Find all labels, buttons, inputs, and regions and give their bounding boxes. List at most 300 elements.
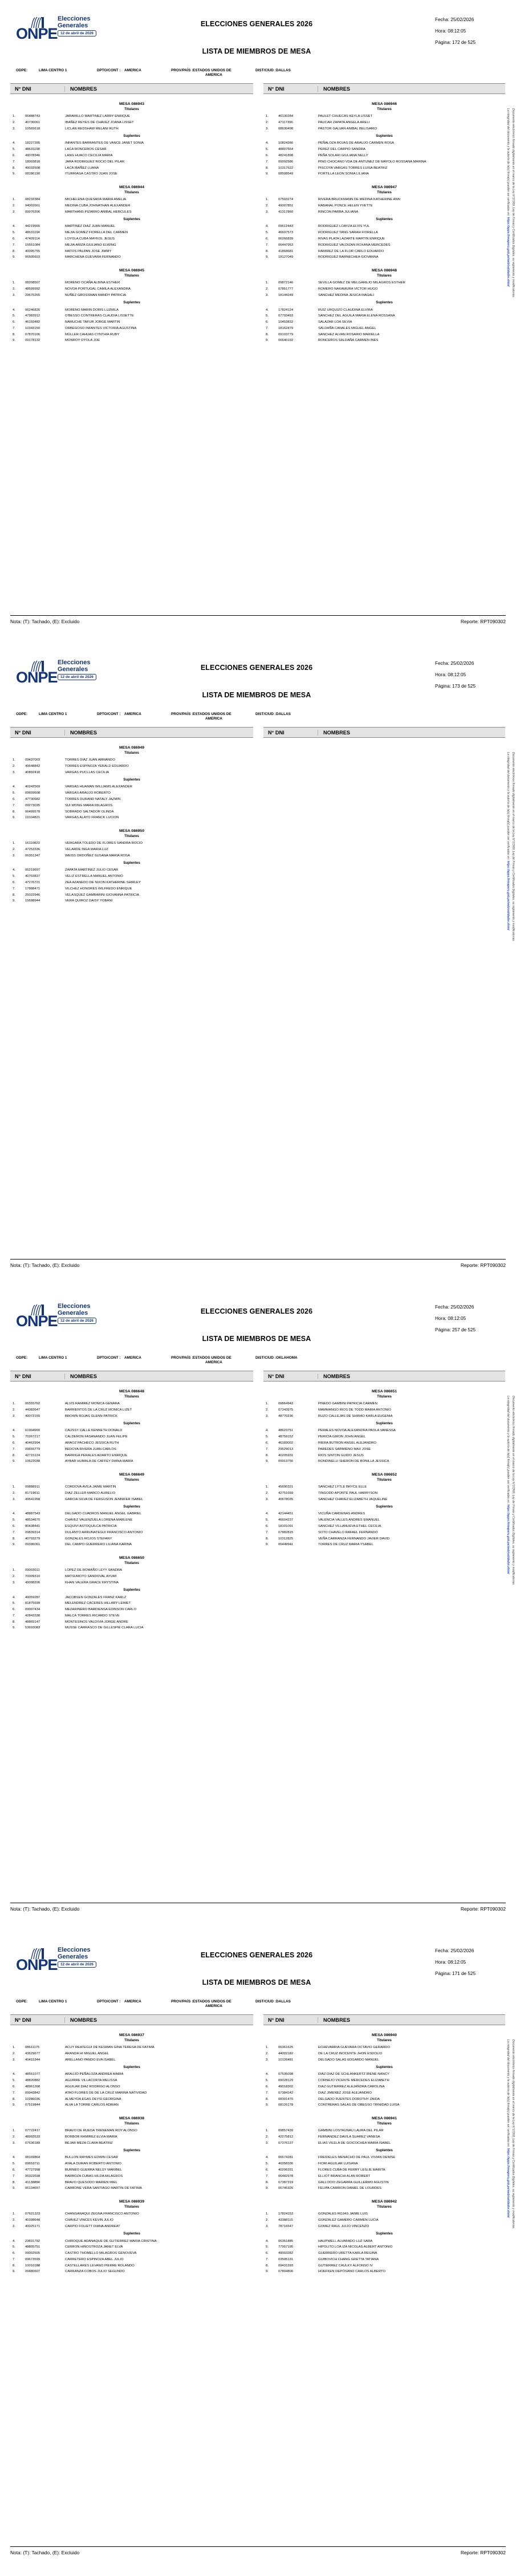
logo-line-2: Generales — [58, 22, 88, 29]
dni-column-header: N° DNI — [263, 1374, 318, 1379]
validador-link[interactable]: https://apps.firmaperu.gob.pe/web/validador.xhtml — [506, 2148, 510, 2218]
row-index: 4. — [13, 785, 15, 789]
row-dni: 07376137 — [278, 2141, 294, 2145]
row-nombre: JACOBSEN GONZALES FRANZ KARLZ — [65, 1595, 127, 1599]
pagina-label: Página: 257 de 525 — [435, 1327, 476, 1332]
mesa-title: MESA 086947 — [372, 185, 397, 190]
suplentes-label: Suplentes — [123, 861, 140, 866]
row-index: 8. — [266, 2264, 269, 2268]
row-dni: 08630498 — [278, 127, 294, 131]
mesa-block — [10, 185, 253, 261]
titulares-rows — [10, 840, 253, 859]
row-index: 9. — [13, 339, 15, 343]
row-nombre: JARAMILLO MARTINEZ LARRY ENRIQUE — [65, 115, 130, 119]
suplentes-label: Suplentes — [376, 1421, 393, 1426]
row-index: 2. — [266, 2051, 269, 2055]
suplentes-rows — [10, 1594, 253, 1631]
table-row — [10, 867, 253, 873]
table-row — [10, 2051, 253, 2057]
row-dni: 17824153 — [278, 2212, 294, 2216]
suplentes-rows — [263, 1428, 505, 1465]
table-row — [10, 1484, 253, 1490]
table-row — [263, 242, 505, 249]
row-nombre: SANCHEZ VILLANUEVA ETHEL CECILIA — [318, 1525, 381, 1529]
row-index: 7. — [266, 326, 269, 330]
table-row — [263, 249, 505, 255]
logo-election-date: 12 de abril de 2026 — [58, 1318, 96, 1324]
row-dni: 48820882 — [25, 2079, 40, 2083]
row-dni: 09178132 — [25, 339, 40, 343]
suplentes-label: Suplentes — [376, 2148, 393, 2153]
table-row — [263, 126, 505, 132]
mesa-block — [10, 2116, 253, 2192]
row-dni: 17824124 — [278, 308, 294, 312]
row-dni: 09437003 — [25, 758, 40, 762]
row-nombre: MARCHENA GUEVARA FERNANDO — [65, 255, 121, 259]
table-row — [263, 2217, 505, 2224]
table-row — [10, 2096, 253, 2102]
mesa-title: MESA 086948 — [372, 269, 397, 273]
titulares-rows — [263, 2211, 505, 2229]
row-index: 1. — [266, 115, 269, 119]
row-dni: 46183002 — [278, 1441, 294, 1445]
row-nombre: CERRON HINOSTROZA JANET ELVA — [65, 2245, 123, 2249]
table-row — [10, 249, 253, 255]
row-dni: 18227395 — [25, 141, 40, 145]
row-nombre: PINEDO GAMBINI PATRICIA CARMEN — [318, 1402, 377, 1406]
row-index: 1. — [266, 2212, 269, 2216]
row-index: 4. — [266, 141, 269, 145]
row-nombre: FIORI AGUILAR LUISANA — [318, 2162, 358, 2166]
row-dni: 48551077 — [25, 2073, 40, 2077]
table-row — [10, 171, 253, 177]
dpto-value: AMERICA — [124, 712, 141, 716]
dni-column-header: N° DNI — [10, 1374, 65, 1379]
logo-line-1: Elecciones — [58, 1947, 91, 1953]
validador-link[interactable]: https://apps.firmaperu.gob.pe/web/validador.xhtml — [506, 860, 510, 931]
table-row — [263, 203, 505, 209]
row-nombre: GUTIERREZ CAULKY ALFONSO IV — [318, 2264, 373, 2268]
titulares-label: Titulares — [377, 2122, 392, 2126]
page-footer — [10, 1259, 506, 1268]
row-dni: 46604237 — [278, 1518, 294, 1522]
row-index: 8. — [266, 2097, 269, 2101]
elecciones-generales-label — [58, 1947, 90, 1960]
row-dni: 40025171 — [25, 2224, 40, 2228]
row-index: 1. — [13, 2129, 15, 2133]
row-dni: 18144249 — [278, 293, 294, 297]
row-dni: 18101091 — [278, 1525, 294, 1529]
row-dni: 07793493 — [278, 314, 294, 318]
row-nombre: VELASQUEZ GAMBARINI GIOVANNA PATRICIA — [65, 893, 139, 897]
columns-wrapper — [0, 1371, 516, 1631]
table-row — [10, 140, 253, 147]
row-dni: 09872146 — [278, 281, 294, 285]
row-nombre: RONCEROS SALDAÑA CARMEN INES — [318, 339, 379, 343]
row-dni: 18127049 — [278, 255, 294, 259]
row-index: 9. — [266, 2187, 269, 2191]
row-index: 3. — [266, 127, 269, 131]
row-dni: 48759152 — [278, 1435, 294, 1439]
watermark-line-2 — [506, 1396, 510, 1574]
table-row — [10, 1407, 253, 1413]
table-row — [10, 1428, 253, 1434]
row-index: 8. — [266, 332, 269, 336]
row-nombre: MARTINEZ DIAZ JUAN MANUEL — [65, 225, 116, 229]
elecciones-generales-label — [58, 660, 90, 673]
mesa-title: MESA 086649 — [119, 1473, 144, 1477]
row-nombre: SANCHEZ LYTLE BRYCE ELLE — [318, 1485, 367, 1489]
dist-value: DALLAS — [276, 68, 291, 72]
row-dni: 25022946 — [25, 893, 40, 897]
table-row — [263, 2180, 505, 2186]
row-nombre: PINO CHOCANO VDA DE ANTUNEZ DE MAYOLO ROSSANA MARINA — [318, 160, 426, 164]
table-row — [10, 338, 253, 344]
row-index: 8. — [13, 1453, 15, 1457]
row-dni: 48623751 — [278, 1429, 294, 1433]
row-dni: 48241898 — [278, 154, 294, 157]
titulares-rows — [10, 2211, 253, 2229]
row-dni: 42751659 — [278, 1491, 294, 1495]
row-index: 8. — [266, 249, 269, 253]
right-mesa-blocks — [263, 102, 505, 344]
row-index: 4. — [13, 1512, 15, 1516]
row-nombre: AGUILAR DIAZ RODRIGO ALONSO — [65, 2085, 120, 2089]
table-row — [263, 292, 505, 299]
page-header — [0, 644, 516, 705]
titulares-rows — [263, 280, 505, 298]
row-dni: 41317860 — [278, 210, 294, 214]
row-dni: 40242569 — [25, 785, 40, 789]
row-dni: 44383647 — [25, 1408, 40, 1412]
row-index: 3. — [13, 127, 15, 131]
row-nombre: RONDINELLI SHERON DE BONILLA JESSICA — [318, 1460, 389, 1464]
row-dni: 23831792 — [25, 2239, 40, 2243]
row-nombre: ARAOZ PACHECO JESSICA RUTH — [65, 1441, 119, 1445]
row-index: 5. — [266, 2079, 269, 2083]
row-dni: 19104821 — [25, 816, 40, 820]
row-nombre: MEJIA GOMEZ FIORELLA DEL CARMEN — [65, 231, 128, 235]
row-nombre: CHAVEZ VINCES KEVIN JULIO — [65, 2218, 113, 2222]
table-row — [10, 790, 253, 797]
row-dni: 09002505 — [25, 2252, 40, 2256]
row-dni: 48631194 — [25, 231, 40, 235]
row-dni: 15651084 — [25, 243, 40, 247]
row-nombre: DULANTO ARRUNATEGUI FRANCISCO ANTONIO — [65, 1530, 143, 1534]
row-dni: 06449941 — [278, 1543, 294, 1547]
page-header — [0, 1931, 516, 1993]
watermark-line-2-text: La integridad del documento y la autoría de la(s) firma(s) pueden ser verificadas en: — [506, 752, 510, 861]
row-index: 2. — [266, 2135, 269, 2139]
nombres-column-header: NOMBRES — [70, 729, 97, 736]
table-row — [10, 197, 253, 203]
row-index: 8. — [13, 1620, 15, 1624]
row-index: 4. — [266, 1429, 269, 1433]
right-mesa-blocks — [263, 2033, 505, 2275]
table-row — [10, 1497, 253, 1503]
row-nombre: BARBOZA CUBAS HILDA MILAGROS — [65, 2174, 123, 2178]
row-dni: 09103779 — [278, 332, 294, 336]
suplentes-rows — [10, 224, 253, 261]
row-index: 2. — [13, 1491, 15, 1495]
row-nombre: PERICIA GIRON JOHN ANGEL — [318, 1435, 366, 1439]
row-nombre: RUIZ URQUIZO CLAUDINA ELVIRA — [318, 308, 373, 312]
row-index: 9. — [266, 255, 269, 259]
table-row — [263, 2134, 505, 2140]
row-dni: 09480607 — [25, 2270, 40, 2274]
row-dni: 53693083 — [25, 1626, 40, 1630]
row-index: 2. — [13, 204, 15, 208]
dpto-value: AMERICA — [124, 68, 141, 72]
onpe-logo — [16, 659, 113, 688]
table-row — [10, 1580, 253, 1586]
table-row — [10, 2134, 253, 2140]
table-row — [263, 2057, 505, 2063]
report-page — [0, 1287, 516, 1931]
row-index: 9. — [266, 1543, 269, 1547]
mesa-block — [10, 269, 253, 344]
left-mesa-blocks — [10, 102, 253, 344]
pagina-label: Página: 172 de 525 — [435, 40, 476, 45]
mesa-block — [10, 746, 253, 821]
table-row — [10, 224, 253, 230]
watermark-line-1: Documento electrónico firmado digitalmente en el marco de la Ley N°27269, Ley de Firmas y Certificados Digitales, su reglamento y modificatorias. — [511, 752, 515, 942]
row-dni: 49032508 — [25, 166, 40, 170]
row-nombre: VICUÑA CARDENAS ANDRES — [318, 1512, 365, 1516]
suplentes-rows — [263, 2238, 505, 2275]
row-index: 8. — [13, 166, 15, 170]
table-row — [263, 209, 505, 216]
row-index: 6. — [13, 881, 15, 885]
row-dni: 09612443 — [278, 225, 294, 229]
mesa-title: MESA 086950 — [119, 829, 144, 834]
row-index: 9. — [13, 816, 15, 820]
row-index: 5. — [13, 231, 15, 235]
row-dni: 06674281 — [278, 2156, 294, 2160]
row-index: 2. — [266, 1491, 269, 1495]
row-nombre: AYBAR HUMALA DE CAFFEY DIANA MARÍA — [65, 1460, 133, 1464]
suplentes-label: Suplentes — [123, 134, 140, 139]
titulares-label: Titulares — [124, 751, 139, 755]
table-row — [10, 1490, 253, 1497]
row-nombre: CONTRERAS SALAS DE OBEGSO TRINIDAD LUISA — [318, 2103, 400, 2107]
suplentes-rows — [263, 224, 505, 261]
row-dni: 09655779 — [25, 1447, 40, 1451]
row-index: 3. — [13, 2224, 15, 2228]
row-index: 9. — [13, 1543, 15, 1547]
titulares-label: Titulares — [124, 190, 139, 195]
row-dni: 06266839 — [278, 237, 294, 241]
watermark-line-2 — [506, 108, 510, 287]
row-nombre: VALENCIA VALLES ANDRES EMANUEL — [318, 1518, 380, 1522]
row-nombre: ARANDA HI MIGUEL ANGEL — [65, 2051, 109, 2055]
row-dni: 06482978 — [278, 2174, 294, 2178]
watermark-line-2-text: La integridad del documento y la autoría de la(s) firma(s) pueden ser verificadas en: — [506, 1396, 510, 1505]
row-dni: 09857439 — [278, 2129, 294, 2133]
row-nombre: VARGAS ARAUJO ROBERTO — [65, 791, 111, 795]
row-index: 4. — [266, 1512, 269, 1516]
row-nombre: HIPOLITO LOA IZA NICOLAS ALBERT ANTONIO — [318, 2245, 393, 2249]
row-nombre: MUSSE CARRASCO DE GILLESPIE CLARA LUCIA — [65, 1626, 144, 1630]
report-subtitle: LISTA DE MIEMBROS DE MESA — [202, 47, 311, 55]
footer-nota: Nota: (T): Tachado, (E): Excluido — [10, 1906, 80, 1912]
table-header-left — [10, 2014, 253, 2025]
header-meta — [435, 1305, 503, 1339]
suplentes-label: Suplentes — [376, 1505, 393, 1509]
row-nombre: PORTILLA LEON SONIA LILIANA — [318, 172, 369, 176]
table-row — [10, 1625, 253, 1631]
odpe-value: LIMA CENTRO 1 — [39, 712, 67, 716]
dist-value: DALLAS — [276, 712, 291, 716]
row-index: 9. — [13, 2103, 15, 2107]
table-row — [10, 203, 253, 209]
table-row — [10, 2238, 253, 2244]
row-dni: 08186190 — [25, 172, 40, 176]
table-row — [10, 2167, 253, 2173]
row-nombre: RABANAL PONCE HELEN YVETTE — [318, 204, 373, 208]
row-nombre: MEDINA CUBA JOHNATHAN ALEXANDER — [65, 204, 131, 208]
row-dni: 07503274 — [278, 198, 294, 202]
row-dni: 06499578 — [25, 810, 40, 814]
row-index: 6. — [13, 1525, 15, 1529]
table-row — [263, 1458, 505, 1465]
mesa-title: MESA 086937 — [119, 2033, 144, 2037]
row-nombre: RAMIREZ DE LA FLOR CARLO EDUARDO — [318, 249, 384, 253]
table-row — [263, 197, 505, 203]
dpto-label: DPTO/CONT : — [97, 68, 121, 72]
header-titles — [145, 644, 368, 699]
row-dni: 48992633 — [25, 2135, 40, 2139]
row-nombre: CARPIO FOLIETT DIANA ANDREAT — [65, 2224, 120, 2228]
logo-line-1: Elecciones — [58, 659, 91, 666]
row-dni: 94002661 — [25, 204, 40, 208]
digital-signature-watermark — [500, 752, 515, 1151]
footer-nota: Nota: (T): Tachado, (E): Excluido — [10, 619, 80, 624]
row-dni: 09839314 — [25, 1530, 40, 1534]
table-row — [10, 230, 253, 236]
table-row — [263, 1542, 505, 1548]
table-row — [263, 2244, 505, 2250]
row-dni: 40730061 — [25, 120, 40, 124]
onpe-wordmark: ONPE — [16, 1313, 58, 1330]
table-row — [263, 1484, 505, 1490]
row-index: 7. — [13, 160, 15, 164]
row-index: 5. — [13, 1435, 15, 1439]
row-dni: 06555762 — [25, 1402, 40, 1406]
row-index: 5. — [266, 1518, 269, 1522]
row-dni: 09992586 — [278, 160, 294, 164]
row-dni: 10126481 — [278, 2058, 294, 2062]
titulares-label: Titulares — [377, 107, 392, 111]
page-header — [0, 0, 516, 62]
table-row — [10, 898, 253, 904]
row-nombre: MORENO MARIN DORIS LUZMILA — [65, 308, 119, 312]
fecha-label: Fecha: 25/02/2026 — [435, 1305, 474, 1310]
table-row — [10, 2173, 253, 2180]
row-dni: 44002182 — [278, 2051, 294, 2055]
row-index: 1. — [266, 1402, 269, 1406]
row-nombre: CASTELLARES LEVANO PIERRE ROLANDO — [65, 2264, 135, 2268]
table-row — [263, 153, 505, 159]
onpe-wordmark: ONPE — [16, 1956, 58, 1973]
row-index: 7. — [13, 1447, 15, 1451]
mesa-title: MESA 086651 — [372, 1389, 397, 1393]
titulares-label: Titulares — [377, 1395, 392, 1399]
row-nombre: RIOS SINTON GUIDO JESUS — [318, 1453, 364, 1457]
row-nombre: LANG HUACO CECILIA MARIA — [65, 154, 113, 157]
table-row — [10, 2269, 253, 2275]
row-nombre: O'BESSO CONTRERAS CLAUDIA LISSETTE — [65, 314, 134, 318]
header-titles — [145, 0, 368, 55]
footer-nota: Nota: (T): Tachado, (E): Excluido — [10, 1262, 80, 1268]
location-meta-row — [0, 2000, 516, 2014]
row-dni: 09673599 — [25, 2257, 40, 2261]
row-nombre: GALLOCIO ZEGARRA GUILLERMO AGUSTIN — [318, 2180, 389, 2184]
row-index: 2. — [266, 120, 269, 124]
onpe-logo — [16, 1946, 113, 1976]
row-nombre: ITURRIAGA CASTRO JUAN JOSE — [65, 172, 117, 176]
row-dni: 40095755 — [25, 249, 40, 253]
row-nombre: DELGADO CUADROS MANUEL ANGEL GABRIEL — [65, 1512, 142, 1516]
table-row — [10, 2090, 253, 2096]
row-dni: 06219697 — [25, 868, 40, 872]
table-row — [10, 292, 253, 299]
row-dni: 40415344 — [25, 2058, 40, 2062]
row-dni: 09273035 — [25, 803, 40, 807]
mesa-block — [10, 1556, 253, 1631]
validador-link[interactable]: https://apps.firmaperu.gob.pe/web/validador.xhtml — [506, 217, 510, 287]
row-dni: 40892418 — [25, 770, 40, 774]
row-index: 9. — [266, 172, 269, 176]
table-row — [263, 1440, 505, 1447]
row-index: 7. — [13, 887, 15, 891]
table-row — [263, 236, 505, 242]
validador-link[interactable]: https://apps.firmaperu.gob.pe/web/validador.xhtml — [506, 1504, 510, 1574]
table-row — [263, 2051, 505, 2057]
table-row — [10, 853, 253, 859]
row-dni: 06640192 — [278, 339, 294, 343]
right-column — [258, 727, 505, 904]
row-index: 5. — [13, 1602, 15, 1606]
row-index: 4. — [13, 1429, 15, 1433]
titulares-label: Titulares — [124, 2205, 139, 2209]
row-index: 9. — [13, 172, 15, 176]
row-dni: 09609608 — [25, 791, 40, 795]
table-row — [263, 2078, 505, 2084]
row-dni: 08126178 — [278, 2103, 294, 2107]
row-dni: 10343150 — [25, 326, 40, 330]
row-nombre: ORBEGOSO INFANTES VICTORIA AGUSTINA — [65, 326, 137, 330]
row-dni: 48599992 — [25, 287, 40, 291]
row-nombre: INFANTES BARRANTES DE VANCE JANET SONIA — [65, 141, 144, 145]
row-nombre: BARRIGA PERALES ADARTO ENRIQUE — [65, 1453, 128, 1457]
suplentes-rows — [263, 2071, 505, 2108]
row-dni: 06745326 — [278, 2187, 294, 2191]
row-index: 2. — [13, 1574, 15, 1578]
nombres-column-header: NOMBRES — [70, 2017, 97, 2023]
dpto-value: AMERICA — [124, 2000, 141, 2004]
row-index: 5. — [13, 148, 15, 152]
table-header-left — [10, 83, 253, 94]
row-index: 5. — [266, 231, 269, 235]
dni-column-header: N° DNI — [263, 730, 318, 736]
mesa-title: MESA 086946 — [372, 102, 397, 106]
row-dni: 17888471 — [25, 887, 40, 891]
table-row — [263, 1536, 505, 1542]
table-row — [263, 338, 505, 344]
row-nombre: BARRIENTOS DE LA CRUZ MONICA LIZET — [65, 1408, 132, 1412]
row-index: 6. — [13, 237, 15, 241]
